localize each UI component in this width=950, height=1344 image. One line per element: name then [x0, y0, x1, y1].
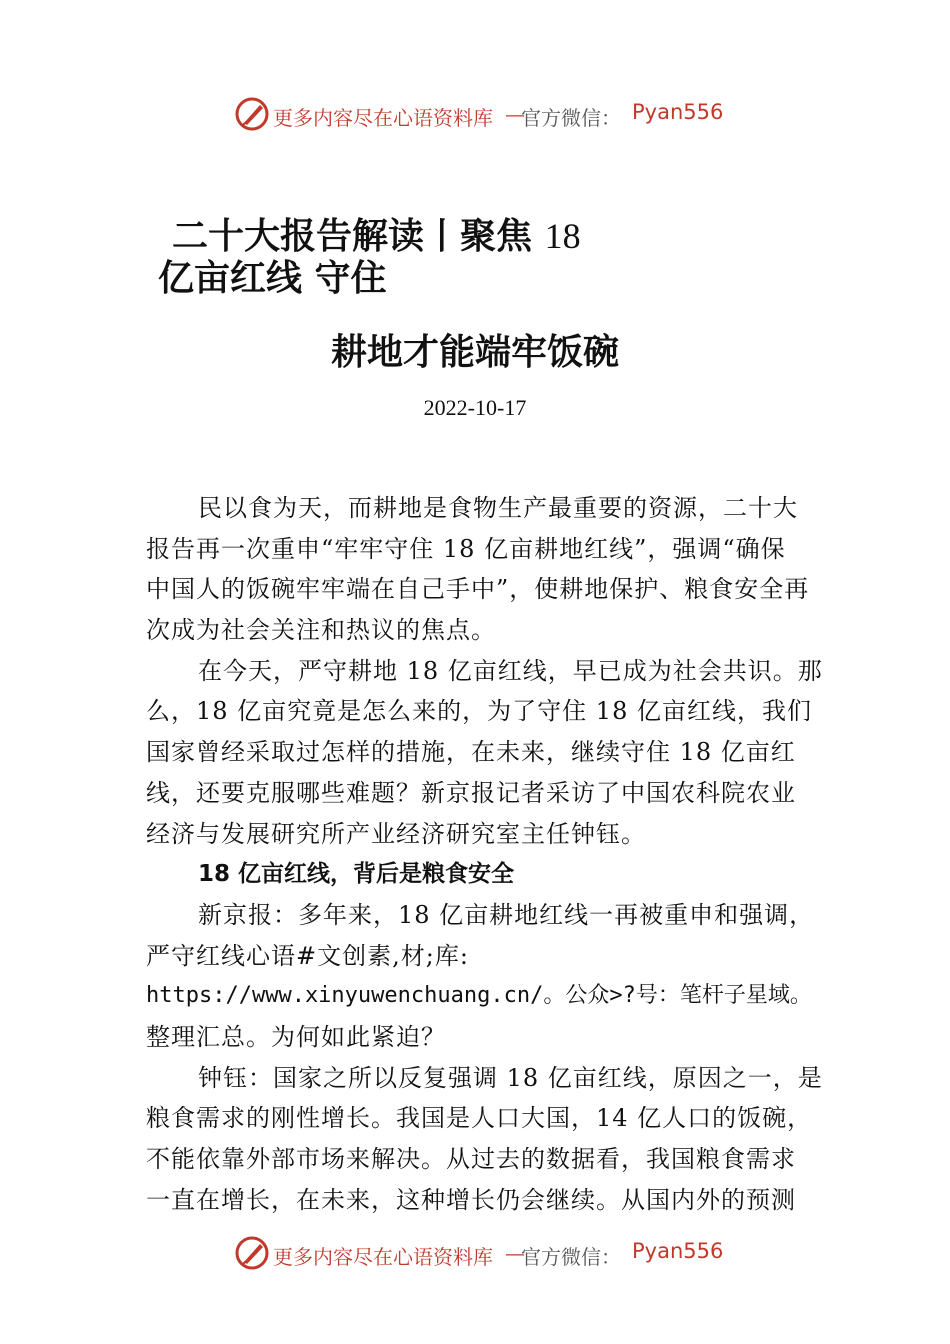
paragraph-line: 粮食需求的刚性增长。我国是人口大国，14 亿人口的饭碗， — [146, 1104, 813, 1133]
banner-wechat-label: 官方微信： — [521, 106, 621, 130]
paragraph-line: 么，18 亿亩究竟是怎么来的，为了守住 18 亿亩红线，我们 — [146, 697, 812, 726]
paragraph-line: 民以食为天，而耕地是食物生产最重要的资源，二十大 — [198, 494, 798, 522]
banner-wechat-id: Pyan556 — [632, 100, 724, 124]
paragraph-line: 报告再一次重申“牢牢守住 18 亿亩耕地红线”，强调“确保 — [146, 534, 786, 563]
page-title-line3: 耕地才能端牢饭碗 — [330, 331, 619, 373]
section-subheading: 18 亿亩红线，背后是粮食安全 — [198, 861, 515, 888]
paragraph-line: 一直在增长，在未来，这种增长仍会继续。从国内外的预测 — [146, 1185, 796, 1214]
quill-pen-logo-icon — [234, 1235, 270, 1271]
footer-banner — [0, 1233, 950, 1273]
paragraph-line: 不能依靠外部市场来解决。从过去的数据看，我国粮食需求 — [146, 1145, 796, 1173]
paragraph-line: 新京报：多年来，18 亿亩耕地红线一再被重申和强调， — [198, 900, 815, 929]
banner-dash: — — [505, 1241, 525, 1265]
header-banner — [0, 94, 950, 134]
paragraph-line: 在今天，严守耕地 18 亿亩红线，早已成为社会共识。那 — [198, 656, 823, 685]
paragraph-line-url: https://www.xinyuwenchuang.cn/。公众>?号：笔杆子星域。 — [146, 983, 812, 1009]
banner-wechat-id: Pyan556 — [632, 1239, 724, 1263]
title-line1-number: 18 — [544, 216, 581, 256]
paragraph-line: 国家曾经采取过怎样的措施，在未来，继续守住 18 亿亩红 — [146, 738, 796, 767]
banner-dash: — — [505, 102, 525, 126]
paragraph-line: 次成为社会关注和热议的焦点。 — [146, 616, 496, 645]
paragraph-line: 线，还要克服哪些难题？新京报记者采访了中国农科院农业 — [146, 778, 796, 807]
paragraph-line: 整理汇总。为何如此紧迫？ — [146, 1022, 446, 1051]
paragraph-line: 中国人的饭碗牢牢端在自己手中”，使耕地保护、粮食安全再 — [146, 575, 810, 604]
title-line1-text: 二十大报告解读丨聚焦 — [172, 215, 533, 257]
banner-site-name: 更多内容尽在心语资料库 — [273, 106, 493, 130]
paragraph-line: 经济与发展研究所产业经济研究室主任钟钰。 — [146, 819, 646, 848]
article-body — [146, 488, 823, 1220]
banner-wechat-label: 官方微信： — [521, 1245, 621, 1269]
banner-site-name: 更多内容尽在心语资料库 — [273, 1245, 493, 1269]
paragraph-line: 钟钰：国家之所以反复强调 18 亿亩红线，原因之一，是 — [198, 1063, 823, 1092]
quill-pen-logo-icon — [234, 96, 270, 132]
page-title-line2: 亿亩红线 守住 — [158, 257, 387, 299]
publish-date: 2022-10-17 — [423, 395, 527, 420]
paragraph-line: 严守红线心语#文创素,材;库: — [146, 941, 469, 970]
